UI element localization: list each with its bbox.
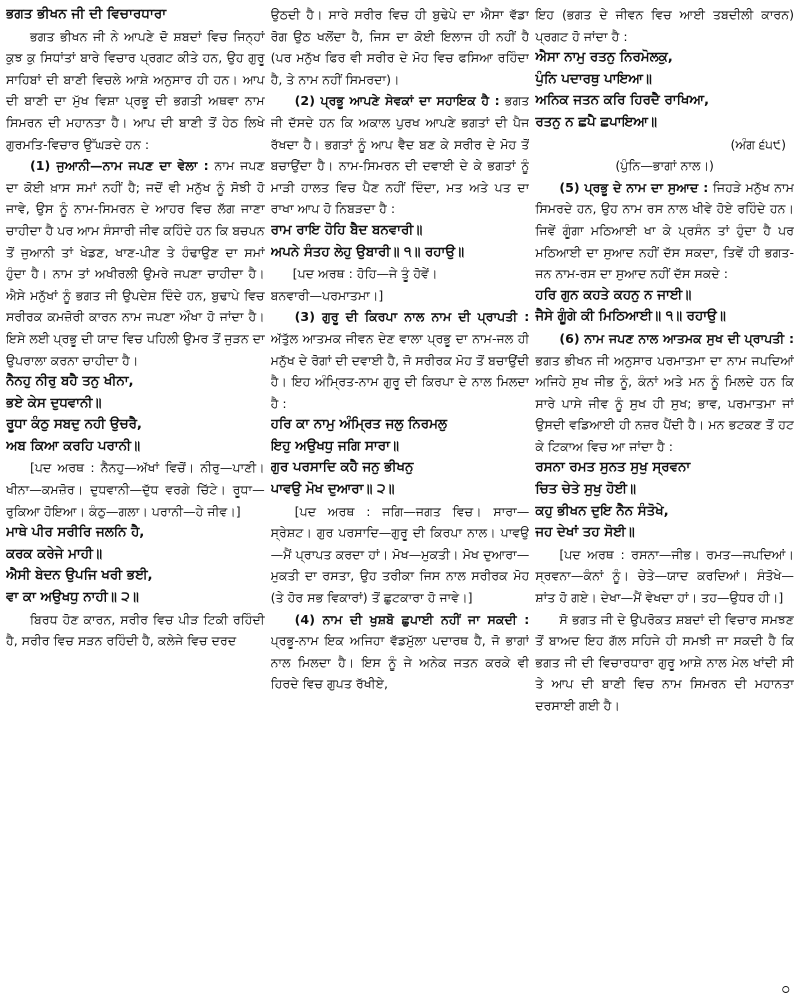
verse-line: ਜੈਸੇ ਗੂੰਗੇ ਕੀ ਮਿਠਿਆਈ॥ ੧॥ ਰਹਾਉ॥: [535, 309, 726, 325]
verse-line: ਗੁਰ ਪਰਸਾਦਿ ਕਹੈ ਜਨੁ ਭੀਖਨੁ: [270, 460, 414, 476]
paragraph-continued: ਬਿਰਧ ਹੋਣ ਕਾਰਨ, ਸਰੀਰ ਵਿਚ ਪੀੜ ਟਿਕੀ ਰਹਿੰਦੀ ਹੈ, ਸਰੀਰ ਵਿਚ ਸੜਨ ਰਹਿੰਦੀ ਹੈ, ਕਲੇਜੇ ਵਿਚ ਦਰਦ: [6, 611, 265, 649]
section-2-heading: (2) ਪ੍ਰਭੂ ਆਪਣੇ ਸੇਵਕਾਂ ਦਾ ਸਹਾਇਕ ਹੈ :: [294, 93, 500, 109]
verse-line: ਪਾਵਉ ਮੋਖ ਦੁਆਰਾ॥ ੨॥: [270, 482, 395, 498]
verse-line: ਪੁੰਨਿ ਪਦਾਰਥੁ ਪਾਇਆ॥: [535, 71, 652, 87]
section-3: [271, 306, 530, 414]
column-1: [6, 4, 265, 1000]
word-meanings-7: [ਪਦ ਅਰਥ : ਰਸਨਾ—ਜੀਭ। ਰਮਤ—ਜਪਦਿਆਂ। ਸ੍ਰਵਨਾ—ਕੰਨਾਂ ਨੂੰ। ਚੇਤੇ—ਯਾਦ ਕਰਦਿਆਂ। ਸੰਤੋਖੇ—ਸ਼ਾਂਤ ਹੋ ਗਏ। ਦੇਖਾ—ਮੈਂ ਵੇਖਦਾ ਹਾਂ। ਤਹ—ਉਧਰ ਹੀ।]: [535, 546, 795, 606]
verse-line: ਕਹੁ ਭੀਖਨ ਦੁਇ ਨੈਨ ਸੰਤੋਖੇ,: [535, 503, 669, 519]
section-1-text: ਨਾਮ ਜਪਣ ਦਾ ਕੋਈ ਖ਼ਾਸ ਸਮਾਂ ਨਹੀਂ ਹੈ; ਜਦੋਂ ਵੀ ਮਨੁੱਖ ਨੂੰ ਸੋਝੀ ਹੋ ਜਾਵੇ, ਉਸ ਨੂੰ ਨਾਮ-ਸਿਮਰਨ ਦੇ ਆਹਰ ਵਿਚ ਲੱਗ ਜਾਣਾ ਚਾਹੀਦਾ ਹੈ ਪਰ ਆਮ ਸੰਸਾਰੀ ਜੀਵ ਕਹਿੰਦੇ ਹਨ ਕਿ ਬਚਪਨ ਤੋਂ ਜੁਆਨੀ ਤਾਂ ਖੇਡਣ, ਖਾਣ-ਪੀਣ ਤੇ ਹੰਢਾਉਣ ਦਾ ਸਮਾਂ ਹੁੰਦਾ ਹੈ। ਨਾਮ ਤਾਂ ਅਖੀਰਲੀ ਉਮਰੇ ਜਪਣਾ ਚਾਹੀਦਾ ਹੈ। ਐਸੇ ਮਨੁੱਖਾਂ ਨੂੰ ਭਗਤ ਜੀ ਉਪਦੇਸ਼ ਦਿੰਦੇ ਹਨ, ਬੁਢਾਪੇ ਵਿਚ ਸਰੀਰਕ ਕਮਜ਼ੋਰੀ ਕਾਰਨ ਨਾਮ ਜਪਣਾ ਔਖਾ ਹੋ ਜਾਂਦਾ ਹੈ। ਇਸੇ ਲਈ ਪ੍ਰਭੂ ਦੀ ਯਾਦ ਵਿਚ ਪਹਿਲੀ ਉਮਰ ਤੋਂ ਜੁੜਨ ਦਾ ਉਪਰਾਲਾ ਕਰਨਾ ਚਾਹੀਦਾ ਹੈ।: [6, 158, 265, 368]
verse-line: ਵਾ ਕਾ ਅਉਖਧੁ ਨਾਹੀ॥ ੨॥: [6, 590, 139, 606]
verse-line: ਰੂਧਾ ਕੰਠੁ ਸਬਦੁ ਨਹੀ ਉਚਰੈ,: [6, 417, 143, 433]
verse-line: ਰਤਨੁ ਨ ਛਪੈ ਛਪਾਇਆ॥: [535, 114, 657, 130]
section-6-text: ਭਗਤ ਭੀਖਨ ਜੀ ਅਨੁਸਾਰ ਪਰਮਾਤਮਾ ਦਾ ਨਾਮ ਜਪਦਿਆਂ ਅਜਿਹੇ ਸੁਖ ਜੀਭ ਨੂੰ, ਕੰਨਾਂ ਅਤੇ ਮਨ ਨੂੰ ਮਿਲਦੇ ਹਨ ਕਿ ਸਾਰੇ ਪਾਸੇ ਜੀਵ ਨੂੰ ਸੁਖ ਹੀ ਸੁਖ; ਭਾਵ, ਪਰਮਾਤਮਾ ਜਾਂ ਉਸਦੀ ਵਡਿਆਈ ਹੀ ਨਜ਼ਰ ਪੈਂਦੀ ਹੈ। ਮਨ ਭਟਕਣ ਤੋਂ ਹਟ ਕੇ ਟਿਕਾਅ ਵਿਚ ਆ ਜਾਂਦਾ ਹੈ :: [535, 352, 795, 454]
verse-line: ਚਿਤ ਚੇਤੇ ਸੁਖੁ ਹੋਈ॥: [535, 482, 636, 498]
verse-line: ਅਪਨੇ ਸੰਤਹ ਲੇਹੁ ਉਬਾਰੀ॥ ੧॥ ਰਹਾਉ॥: [270, 244, 465, 260]
verse-line: ਮਾਥੇ ਪੀਰ ਸਰੀਰਿ ਜਲਨਿ ਹੈ,: [6, 525, 145, 541]
section-3-text: ਅੱਤੁੱਲ ਆਤਮਕ ਜੀਵਨ ਦੇਣ ਵਾਲਾ ਪ੍ਰਭੂ ਦਾ ਨਾਮ-ਜਲ ਹੀ ਮਨੁੱਖ ਦੇ ਰੋਗਾਂ ਦੀ ਦਵਾਈ ਹੈ, ਜੋ ਸਰੀਰਕ ਮੋਹ ਤੋਂ ਬਚਾਉਂਦੀ ਹੈ। ਇਹ ਅੰਮ੍ਰਿਤ-ਨਾਮ ਗੁਰੂ ਦੀ ਕਿਰਪਾ ਦੇ ਨਾਲ ਮਿਲਦਾ ਹੈ :: [270, 330, 530, 411]
closing-paragraph: ਸੋ ਭਗਤ ਜੀ ਦੇ ਉਪਰੋਕਤ ਸ਼ਬਦਾਂ ਦੀ ਵਿਚਾਰ ਸਮਝਣ ਤੋਂ ਬਾਅਦ ਇਹ ਗੱਲ ਸਹਿਜੇ ਹੀ ਸਮਝੀ ਜਾ ਸਕਦੀ ਹੈ ਕਿ ਭਗਤ ਜੀ ਦੀ ਵਿਚਾਰਧਾਰਾ ਗੁਰੂ ਆਸ਼ੇ ਨਾਲ ਮੇਲ ਖਾਂਦੀ ਸੀ ਤੇ ਆਪ ਦੀ ਬਾਣੀ ਵਿਚ ਨਾਮ ਸਿਮਰਨ ਦੀ ਮਹਾਨਤਾ ਦਰਸਾਈ ਗਈ ਹੈ।: [535, 611, 795, 713]
intro-paragraph: ਭਗਤ ਭੀਖਨ ਜੀ ਨੇ ਆਪਣੇ ਦੋ ਸ਼ਬਦਾਂ ਵਿਚ ਜਿਨ੍ਹਾਂ ਕੁਝ ਕੁ ਸਿਧਾਂਤਾਂ ਬਾਰੇ ਵਿਚਾਰ ਪ੍ਰਗਟ ਕੀਤੇ ਹਨ, ਉਹ ਗੁਰੂ ਸਾਹਿਬਾਂ ਦੀ ਬਾਣੀ ਵਿਚਲੇ ਆਸ਼ੇ ਅਨੁਸਾਰ ਹੀ ਹਨ। ਆਪ ਦੀ ਬਾਣੀ ਦਾ ਮੁੱਖ ਵਿਸ਼ਾ ਪ੍ਰਭੂ ਦੀ ਭਗਤੀ ਅਥਵਾ ਨਾਮ ਸਿਮਰਨ ਦੀ ਮਹਾਨਤਾ ਹੈ। ਆਪ ਦੀ ਬਾਣੀ ਤੋਂ ਹੇਠ ਲਿਖੇ ਗੁਰਮਤਿ-ਵਿਚਾਰ ਉੱਘੜਦੇ ਹਨ :: [6, 28, 265, 152]
verse-line: ਹਰਿ ਗੁਨ ਕਹਤੇ ਕਹਨੁ ਨ ਜਾਈ॥: [535, 287, 692, 303]
section-4: [271, 609, 530, 695]
paragraph-continuation: ਉਠਦੀ ਹੈ। ਸਾਰੇ ਸਰੀਰ ਵਿਚ ਹੀ ਬੁਢੇਪੇ ਦਾ ਐਸਾ ਵੱਡਾ ਰੋਗ ਉਠ ਖਲੋਂਦਾ ਹੈ, ਜਿਸ ਦਾ ਕੋਈ ਇਲਾਜ ਹੀ ਨਹੀਂ ਹੈ (ਪਰ ਮਨੁੱਖ ਫਿਰ ਵੀ ਸਰੀਰ ਦੇ ਮੋਹ ਵਿਚ ਫਸਿਆ ਰਹਿੰਦਾ ਹੈ, ਤੇ ਨਾਮ ਨਹੀਂ ਸਿਮਰਦਾ)।: [270, 7, 530, 87]
section-4-heading: (4) ਨਾਮ ਦੀ ਖੁਸ਼ਬੋ ਛੁਪਾਈ ਨਹੀਂ ਜਾ ਸਕਦੀ :: [294, 611, 530, 627]
verse-line: ਐਸੀ ਬੇਦਨ ਉਪਜਿ ਖਰੀ ਭਈ,: [6, 568, 153, 584]
section-3-heading: (3) ਗੁਰੂ ਦੀ ਕਿਰਪਾ ਨਾਲ ਨਾਮ ਦੀ ਪ੍ਰਾਪਤੀ :: [294, 309, 530, 325]
verse-line: ਰਸਨਾ ਰਮਤ ਸੁਨਤ ਸੁਖੁ ਸ੍ਰਵਨਾ: [535, 460, 691, 476]
verse-line: ਭਏ ਕੇਸ ਦੁਧਵਾਨੀ॥: [6, 395, 102, 411]
verse-line: ਇਹੁ ਅਉਖਧੁ ਜਗਿ ਸਾਰਾ॥: [270, 438, 399, 454]
section-5: [535, 177, 794, 285]
section-4-text: ਪ੍ਰਭੂ-ਨਾਮ ਇਕ ਅਜਿਹਾ ਵੱਡਮੁੱਲਾ ਪਦਾਰਥ ਹੈ, ਜੋ ਭਾਗਾਂ ਨਾਲ ਮਿਲਦਾ ਹੈ। ਇਸ ਨੂੰ ਜੇ ਅਨੇਕ ਜਤਨ ਕਰਕੇ ਵੀ ਹਿਰਦੇ ਵਿਚ ਗੁਪਤ ਰੱਖੀਏ,: [270, 633, 530, 692]
column-3: [535, 4, 794, 1000]
word-meanings-4: [ਪਦ ਅਰਥ : ਜਗਿ—ਜਗਤ ਵਿਚ। ਸਾਰਾ—ਸ੍ਰੇਸ਼ਟ। ਗੁਰ ਪਰਸਾਦਿ—ਗੁਰੂ ਦੀ ਕਿਰਪਾ ਨਾਲ। ਪਾਵਉ—ਮੈਂ ਪ੍ਰਾਪਤ ਕਰਦਾ ਹਾਂ। ਮੋਖ—ਮੁਕਤੀ। ਮੋਖ ਦੁਆਰਾ—ਮੁਕਤੀ ਦਾ ਰਸਤਾ, ਉਹ ਤਰੀਕਾ ਜਿਸ ਨਾਲ ਸਰੀਰਕ ਮੋਹ (ਤੇ ਹੋਰ ਸਭ ਵਿਕਾਰਾਂ) ਤੋਂ ਛੁਟਕਾਰਾ ਹੋ ਜਾਵੇ।]: [270, 503, 530, 606]
word-meanings-3: [ਪਦ ਅਰਥ : ਹੋਹਿ—ਜੇ ਤੂੰ ਹੋਵੇਂ।: [292, 266, 438, 282]
column-2: [271, 4, 530, 1000]
verse-line: ਜਹ ਦੇਖਾਂ ਤਹ ਸੋਈ॥: [535, 525, 635, 541]
section-5-heading: (5) ਪ੍ਰਭੂ ਦੇ ਨਾਮ ਦਾ ਸੁਆਦ :: [559, 179, 709, 195]
paragraph-continuation: ਇਹ (ਭਗਤ ਦੇ ਜੀਵਨ ਵਿਚ ਆਈ ਤਬਦੀਲੀ ਕਾਰਨ) ਪ੍ਰਗਟ ਹੋ ਜਾਂਦਾ ਹੈ :: [535, 7, 795, 44]
verse-line: ਅਨਿਕ ਜਤਨ ਕਰਿ ਹਿਰਦੈ ਰਾਖਿਆ,: [535, 93, 710, 109]
verse-line: ਰਾਮ ਰਾਇ ਹੋਹਿ ਬੈਦ ਬਨਵਾਰੀ॥: [270, 222, 423, 238]
section-2-text: ਭਗਤ ਜੀ ਦੱਸਦੇ ਹਨ ਕਿ ਅਕਾਲ ਪੁਰਖ ਆਪਣੇ ਭਗਤਾਂ ਦੀ ਪੈਜ ਰੱਖਦਾ ਹੈ। ਭਗਤਾਂ ਨੂੰ ਆਪ ਵੈਦ ਬਣ ਕੇ ਸਰੀਰ ਦੇ ਮੋਹ ਤੋਂ ਬਚਾਉਂਦਾ ਹੈ। ਨਾਮ-ਸਿਮਰਨ ਦੀ ਦਵਾਈ ਦੇ ਕੇ ਭਗਤਾਂ ਨੂੰ ਮਾੜੀ ਹਾਲਤ ਵਿਚ ਪੈਣ ਨਹੀਂ ਦਿੰਦਾ, ਮਤ ਅਤੇ ਪਤ ਦਾ ਰਾਖਾ ਆਪ ਹੋ ਨਿਬੜਦਾ ਹੈ :: [270, 93, 530, 217]
section-1: [6, 155, 265, 371]
verse-line: ਅਬ ਕਿਆ ਕਰਹਿ ਪਰਾਨੀ॥: [6, 438, 141, 454]
section-6-heading: (6) ਨਾਮ ਜਪਣ ਨਾਲ ਆਤਮਕ ਸੁਖ ਦੀ ਪ੍ਰਾਪਤੀ :: [559, 330, 795, 346]
verse-line: ਕਰਕ ਕਰੇਜੇ ਮਾਹੀ॥: [6, 546, 102, 562]
word-meanings-3-cont: ਬਨਵਾਰੀ—ਪਰਮਾਤਮਾ।]: [270, 287, 384, 303]
word-meanings-1: [ਪਦ ਅਰਥ : ਨੈਨਹੁ—ਅੱਖਾਂ ਵਿਚੋਂ। ਨੀਰੁ—ਪਾਣੀ। ਖੀਨਾ—ਕਮਜ਼ੋਰ। ਦੁਧਵਾਨੀ—ਦੁੱਧ ਵਰਗੇ ਚਿੱਟੇ। ਰੂਧਾ—ਰੁਕਿਆ ਹੋਇਆ। ਕੰਠੁ—ਗਲਾ। ਪਰਾਨੀ—ਹੇ ਜੀਵ।]: [6, 460, 265, 519]
word-meanings-5: (ਪੁੰਨਿ—ਭਾਗਾਂ ਨਾਲ।): [615, 158, 714, 174]
ang-reference: (ਅੰਗ ੬੫੯): [730, 136, 787, 152]
verse-line: ਨੈਨਹੁ ਨੀਰੁ ਬਹੈ ਤਨੁ ਖੀਨਾ,: [6, 374, 134, 390]
verse-line: ਹਰਿ ਕਾ ਨਾਮੁ ਅੰਮ੍ਰਿਤ ਜਲੁ ਨਿਰਮਲੁ: [270, 417, 447, 433]
article-title: ਭਗਤ ਭੀਖਨ ਜੀ ਦੀ ਵਿਚਾਰਧਾਰਾ: [6, 6, 167, 22]
section-6: [535, 328, 794, 458]
page-number: ੦: [781, 982, 790, 996]
verse-line: ਐਸਾ ਨਾਮੁ ਰਤਨੁ ਨਿਰਮੋਲਕੁ,: [535, 50, 673, 66]
section-5-text: ਜਿਹੜੇ ਮਨੁੱਖ ਨਾਮ ਸਿਮਰਦੇ ਹਨ, ਉਹ ਨਾਮ ਰਸ ਨਾਲ ਖੀਵੇ ਹੋਏ ਰਹਿੰਦੇ ਹਨ। ਜਿਵੇਂ ਗੂੰਗਾ ਮਠਿਆਈ ਖਾ ਕੇ ਪ੍ਰਸੰਨ ਤਾਂ ਹੁੰਦਾ ਹੈ ਪਰ ਮਠਿਆਈ ਦਾ ਸੁਆਦ ਨਹੀਂ ਦੱਸ ਸਕਦਾ, ਤਿਵੇਂ ਹੀ ਭਗਤ-ਜਨ ਨਾਮ-ਰਸ ਦਾ ਸੁਆਦ ਨਹੀਂ ਦੱਸ ਸਕਦੇ :: [535, 179, 795, 282]
section-2: [271, 90, 530, 220]
section-1-heading: (1) ਜੁਆਨੀ—ਨਾਮ ਜਪਣ ਦਾ ਵੇਲਾ :: [30, 158, 209, 174]
